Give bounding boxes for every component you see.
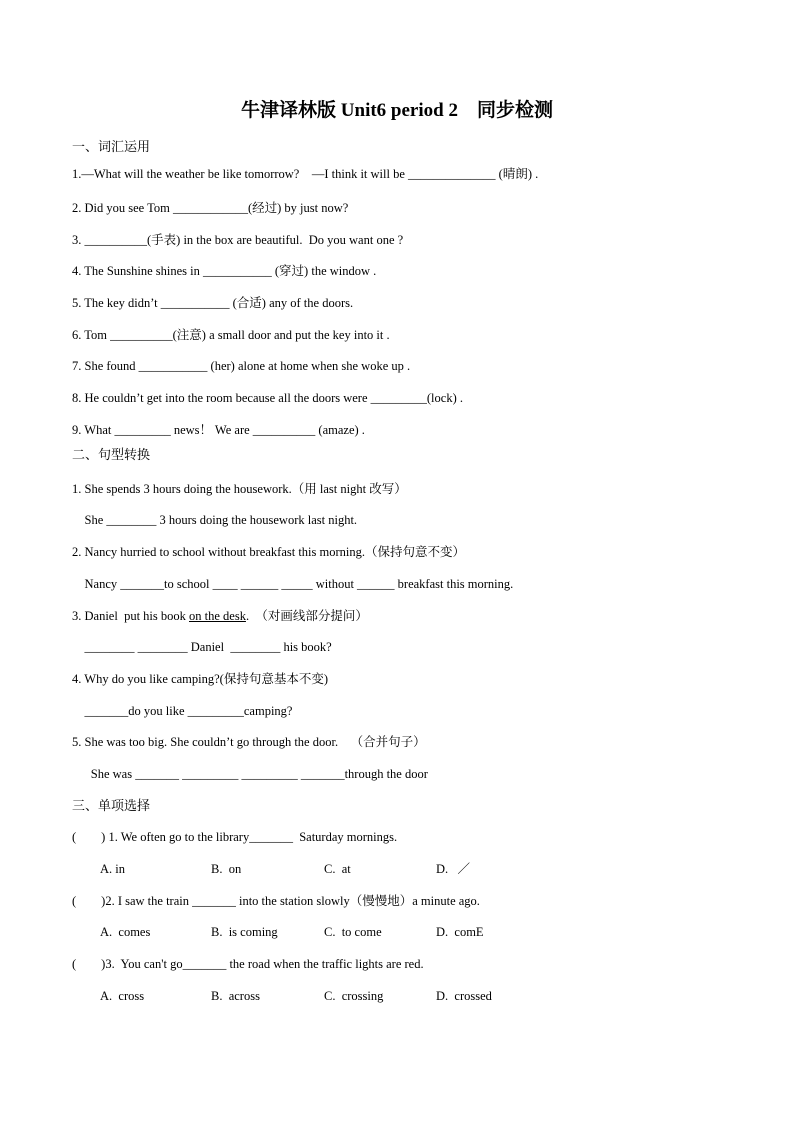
- transform-q3-answer: ________ ________ Daniel ________ his book?: [72, 640, 332, 654]
- vocab-item-4: 4. The Sunshine shines in ___________ (穿过) the window .: [72, 264, 377, 278]
- mc-q3-option-b: B. across: [211, 989, 260, 1003]
- mc-q3-option-c: C. crossing: [324, 989, 384, 1003]
- section-heading-sentence-transform: 二、句型转换: [72, 447, 151, 462]
- mc-q3-option-d: D. crossed: [436, 989, 492, 1003]
- transform-q3-suffix: . （对画线部分提问）: [245, 609, 368, 623]
- mc-q2-option-c: C. to come: [324, 925, 382, 939]
- transform-q2-answer: Nancy _______to school ____ ______ _____ without ______ breakfast this morning.: [72, 577, 514, 591]
- vocab-item-7: 7. She found ___________ (her) alone at home when she woke up .: [72, 359, 411, 373]
- transform-q2: 2. Nancy hurried to school without breakfast this morning.（保持句意不变）: [72, 545, 465, 559]
- transform-q4-answer: _______do you like _________camping?: [72, 704, 293, 718]
- mc-q3-option-a: A. cross: [100, 989, 145, 1003]
- vocab-item-9: 9. What _________ news！ We are __________ (amaze) .: [72, 423, 365, 437]
- transform-q5: 5. She was too big. She couldn’t go through the door. （合并句子）: [72, 735, 426, 749]
- mc-q1-option-c: C. at: [324, 862, 351, 876]
- transform-q3: [72, 608, 368, 624]
- transform-q5-answer: She was _______ _________ _________ _______through the door: [72, 767, 428, 781]
- mc-question-2: ( )2. I saw the train _______ into the station slowly（慢慢地）a minute ago.: [72, 894, 480, 908]
- mc-q2-option-d: D. comE: [436, 925, 484, 939]
- transform-q4: 4. Why do you like camping?(保持句意基本不变): [72, 672, 328, 686]
- underlined-phrase: on the desk: [189, 609, 246, 623]
- vocab-item-2: 2. Did you see Tom ____________(经过) by just now?: [72, 201, 349, 215]
- mc-q1-option-a: A. in: [100, 862, 125, 876]
- transform-q1: 1. She spends 3 hours doing the housework.（用 last night 改写）: [72, 482, 407, 496]
- page-title: 牛津译林版 Unit6 period 2 同步检测: [241, 100, 553, 121]
- vocab-item-8: 8. He couldn’t get into the room because all the doors were _________(lock) .: [72, 391, 463, 405]
- transform-q3-prefix: 3. Daniel put his book: [72, 609, 190, 623]
- mc-question-1: ( ) 1. We often go to the library_______ Saturday mornings.: [72, 830, 398, 844]
- mc-q1-option-d: D. ／: [436, 862, 471, 876]
- mc-q2-option-a: A. comes: [100, 925, 151, 939]
- vocab-item-3: 3. __________(手表) in the box are beautiful. Do you want one ?: [72, 233, 404, 247]
- mc-q2-option-b: B. is coming: [211, 925, 278, 939]
- mc-question-3: ( )3. You can't go_______ the road when the traffic lights are red.: [72, 957, 424, 971]
- section-heading-vocabulary: 一、词汇运用: [72, 139, 151, 154]
- vocab-item-1: 1.—What will the weather be like tomorrow? —I think it will be ______________ (晴朗) .: [72, 167, 539, 181]
- section-heading-multiple-choice: 三、单项选择: [72, 798, 151, 813]
- vocab-item-6: 6. Tom __________(注意) a small door and put the key into it .: [72, 328, 390, 342]
- transform-q1-answer: She ________ 3 hours doing the housework last night.: [72, 513, 358, 527]
- vocab-item-5: 5. The key didn’t ___________ (合适) any of the doors.: [72, 296, 354, 310]
- mc-q1-option-b: B. on: [211, 862, 242, 876]
